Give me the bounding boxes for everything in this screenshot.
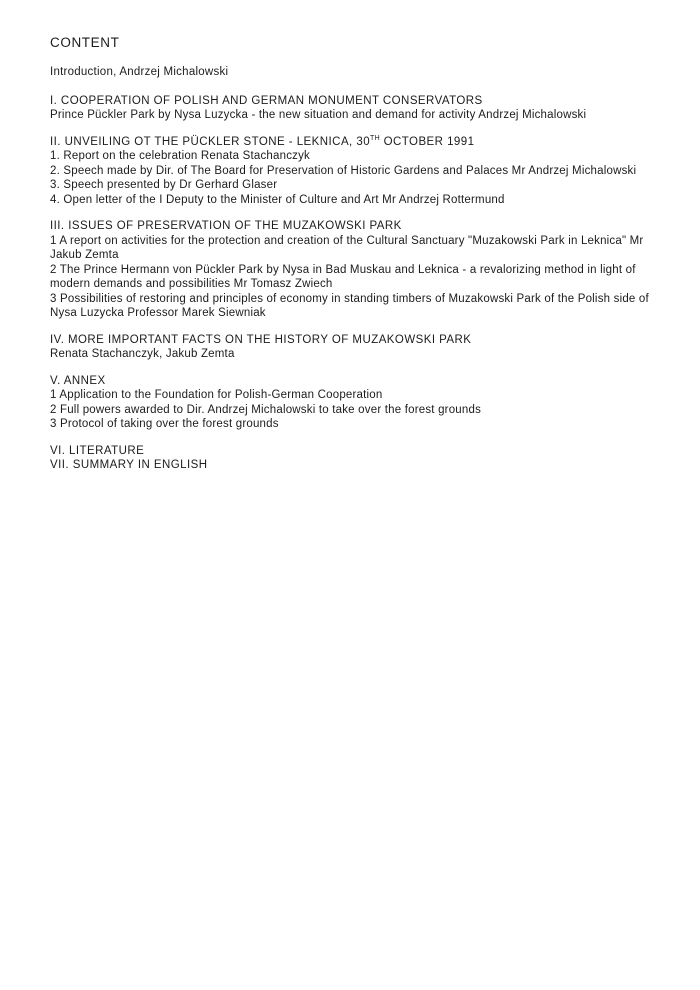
section-2-entry-1: 1. Report on the celebration Renata Stachanczyk [50, 150, 310, 162]
section-1 [50, 94, 650, 123]
section-5 [50, 374, 650, 432]
section-4-entry-1: Renata Stachanczyk, Jakub Zemta [50, 348, 235, 360]
section-2-heading-suffix: OCTOBER 1991 [379, 135, 475, 148]
introduction-line: Introduction, Andrzej Michalowski [50, 66, 229, 78]
section-3-heading: III. ISSUES OF PRESERVATION OF THE MUZAKOWSKI PARK [50, 220, 402, 232]
section-2-entry-4: 4. Open letter of the I Deputy to the Minister of Culture and Art Mr Andrzej Rottermund [50, 193, 505, 206]
section-4 [50, 333, 650, 362]
section-3 [50, 219, 650, 321]
section-5-entry-3: 3 Protocol of taking over the forest grounds [50, 418, 279, 430]
section-6-heading: VI. LITERATURE [50, 444, 145, 457]
section-2-heading-prefix: II. UNVEILING OT THE PÜCKLER STONE - LEKNICA, 30 [50, 135, 371, 148]
section-2-entry-2: 2. Speech made by Dir. of The Board for Preservation of Historic Gardens and Palaces Mr Andrzej Michalowski [50, 164, 637, 177]
section-5-entry-1: 1 Application to the Foundation for Polish-German Cooperation [50, 389, 383, 401]
section-3-entry-1: 1 A report on activities for the protection and creation of the Cultural Sanctuary "Muzakowski Park in Leknica" Mr Jakub Zemta [50, 234, 644, 261]
section-2-heading [50, 135, 650, 150]
section-3-entry-2: 2 The Prince Hermann von Pückler Park by Nysa in Bad Muskau and Leknica - a revalorizing method in light of modern demands and possibilities Mr Tomasz Zwiech [50, 263, 636, 290]
section-4-heading: IV. MORE IMPORTANT FACTS ON THE HISTORY OF MUZAKOWSKI PARK [50, 333, 472, 346]
section-1-entry-1: Prince Pückler Park by Nysa Luzycka - the new situation and demand for activity Andrzej Michalowski [50, 109, 587, 121]
section-5-heading: V. ANNEX [50, 374, 106, 387]
section-7-heading: VII. SUMMARY IN ENGLISH [50, 459, 208, 471]
section-2 [50, 135, 650, 208]
section-1-heading: I. COOPERATION OF POLISH AND GERMAN MONUMENT CONSERVATORS [50, 94, 483, 107]
section-5-entry-2: 2 Full powers awarded to Dir. Andrzej Michalowski to take over the forest grounds [50, 403, 482, 416]
document-title: CONTENT [50, 35, 120, 50]
document-page [50, 35, 650, 485]
section-6-7 [50, 444, 650, 473]
section-2-entry-3: 3. Speech presented by Dr Gerhard Glaser [50, 179, 278, 191]
section-3-entry-3: 3 Possibilities of restoring and principles of economy in standing timbers of Muzakowski Park of the Polish side of Nysa Luzycka Professor Marek Siewniak [50, 292, 649, 319]
section-2-heading-ordinal: TH [370, 134, 380, 142]
